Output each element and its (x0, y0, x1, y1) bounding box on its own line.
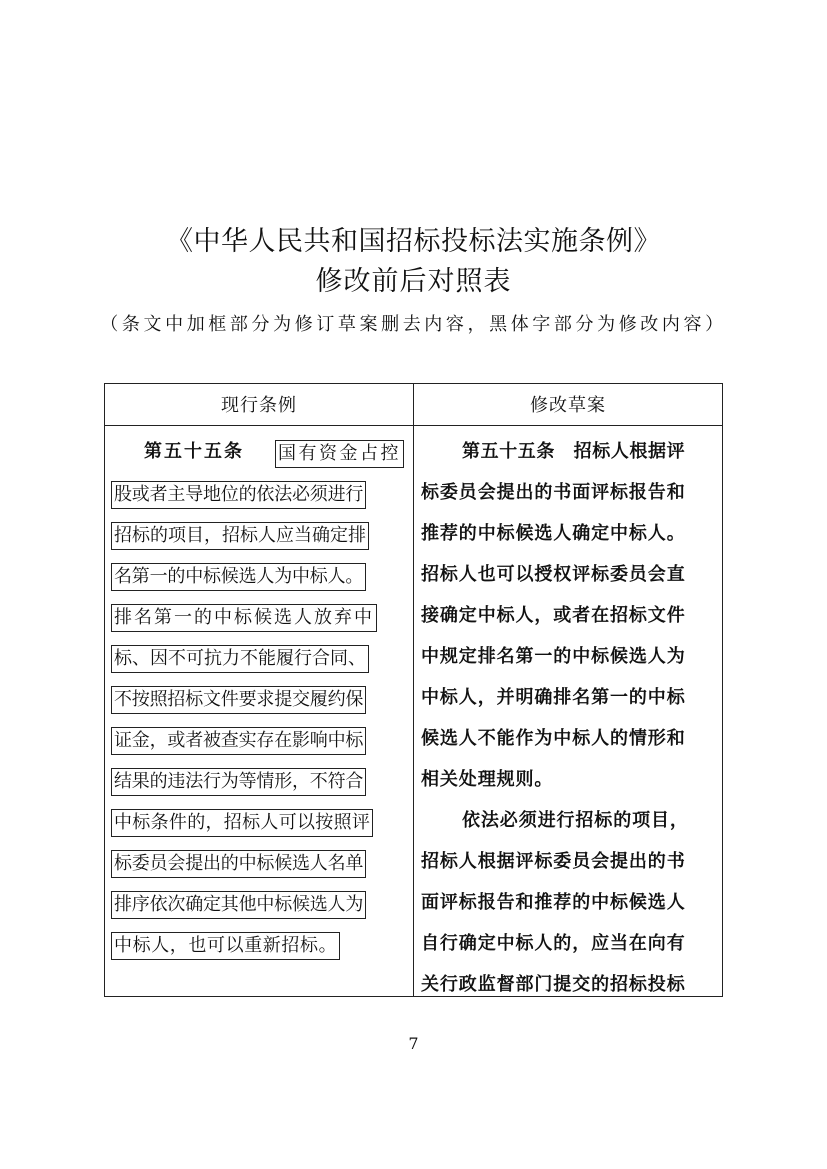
right-line-12: 面评标报告和推荐的中标候选人 (421, 892, 686, 913)
comparison-table (104, 383, 723, 997)
header-current-regulation: 现行条例 (221, 395, 297, 416)
right-line-11: 招标人根据评标委员会提出的书 (421, 851, 686, 872)
right-line-1: 第五十五条 招标人根据评 (462, 441, 686, 462)
left-line-5: 排名第一的中标候选人放弃中 (111, 604, 377, 632)
left-line-2: 股或者主导地位的依法必须进行 (111, 481, 366, 509)
left-line-6: 标、因不可抗力不能履行合同、 (111, 645, 369, 673)
right-line-10: 依法必须进行招标的项目， (462, 810, 689, 831)
left-line-10: 中标条件的，招标人可以按照评 (111, 809, 373, 837)
right-line-7: 中标人，并明确排名第一的中标 (421, 687, 686, 708)
right-line-8: 候选人不能作为中标人的情形和 (421, 728, 686, 749)
left-line-12: 排序依次确定其他中标候选人为 (111, 891, 366, 919)
right-line-9: 相关处理规则。 (421, 769, 554, 790)
header-divider (105, 425, 722, 426)
column-divider (413, 384, 414, 996)
left-line-11: 标委员会提出的中标候选人名单 (111, 850, 366, 878)
document-title: 《中华人民共和国招标投标法实施条例》 (166, 226, 661, 257)
left-line-3: 招标的项目，招标人应当确定排 (111, 522, 369, 550)
left-line-13: 中标人，也可以重新招标。 (111, 932, 340, 960)
right-line-13: 自行确定中标人的，应当在向有 (421, 933, 686, 954)
editing-note: （条文中加框部分为修订草案删去内容，黑体字部分为修改内容） (100, 314, 727, 335)
right-line-5: 接确定中标人，或者在招标文件 (421, 605, 686, 626)
page-number: 7 (408, 1034, 419, 1053)
left-line-8: 证金，或者被查实存在影响中标 (111, 727, 366, 755)
left-line-7: 不按照招标文件要求提交履约保 (111, 686, 366, 714)
left-line-1: 国有资金占控 (275, 440, 404, 468)
right-line-2: 标委员会提出的书面评标报告和 (421, 482, 686, 503)
document-subtitle: 修改前后对照表 (315, 266, 512, 297)
right-line-14: 关行政监督部门提交的招标投标 (421, 974, 686, 995)
left-article-number: 第五十五条 (144, 441, 244, 462)
right-line-6: 中规定排名第一的中标候选人为 (421, 646, 686, 667)
right-line-4: 招标人也可以授权评标委员会直 (421, 564, 686, 585)
left-line-9: 结果的违法行为等情形，不符合 (111, 768, 366, 796)
header-revision-draft: 修改草案 (530, 395, 606, 416)
right-line-3: 推荐的中标候选人确定中标人。 (421, 523, 686, 544)
left-line-4: 名第一的中标候选人为中标人。 (111, 563, 366, 591)
